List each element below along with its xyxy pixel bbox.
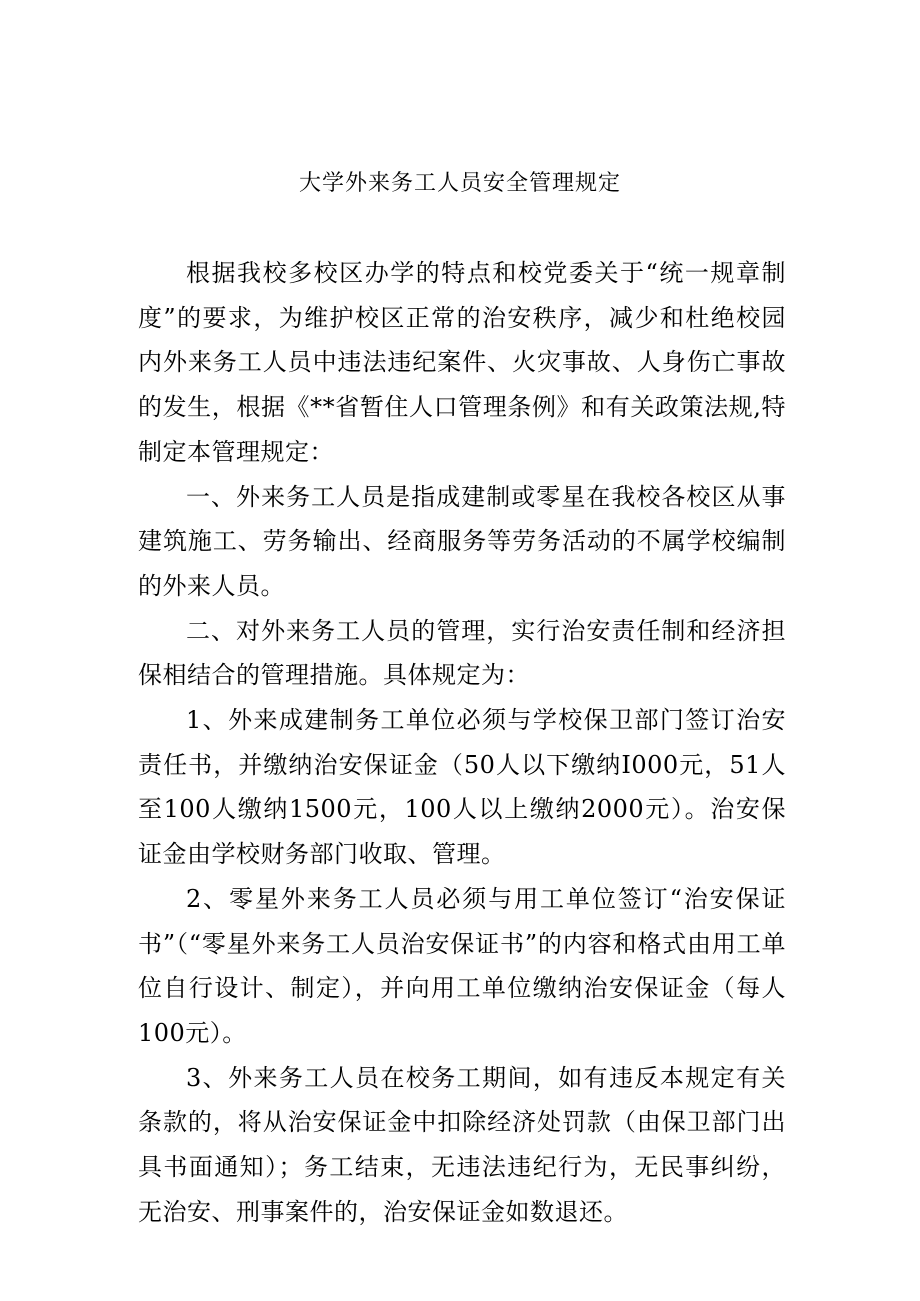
paragraph-preamble: 根据我校多校区办学的特点和校党委关于“统一规章制度”的要求，为维护校区正常的治安秩序，减少和杜绝校园内外来务工人员中违法违纪案件、火灾事故、人身伤亡事故的发生，根据《**省暂住人口管理条例》和有关政策法规,特制定本管理规定： — [138, 259, 786, 466]
paragraph-article-2: 二、对外来务工人员的管理，实行治安责任制和经济担保相结合的管理措施。具体规定为： — [138, 616, 786, 690]
paragraph-item-1: 1、外来成建制务工单位必须与学校保卫部门签订治安责任书，并缴纳治安保证金（50人以下缴纳I000元，51人至100人缴纳1500元，100人以上缴纳2000元）。治安保证金由学校财务部门收取、管理。 — [138, 706, 786, 869]
document-title: 大学外来务工人员安全管理规定 — [298, 171, 621, 196]
paragraph-article-1: 一、外来务工人员是指成建制或零星在我校各校区从事建筑施工、劳务输出、经商服务等劳务活动的不属学校编制的外来人员。 — [138, 482, 786, 600]
paragraph-item-3: 3、外来务工人员在校务工期间，如有违反本规定有关条款的，将从治安保证金中扣除经济处罚款（由保卫部门出具书面通知）；务工结束，无违法违纪行为，无民事纠纷，无治安、刑事案件的，治安保证金如数退还。 — [138, 1063, 786, 1226]
document-body — [138, 251, 786, 1234]
paragraph-item-2: 2、零星外来务工人员必须与用工单位签订“治安保证书”（“零星外来务工人员治安保证书”的内容和格式由用工单位自行设计、制定），并向用工单位缴纳治安保证金（每人100元）。 — [138, 884, 786, 1047]
